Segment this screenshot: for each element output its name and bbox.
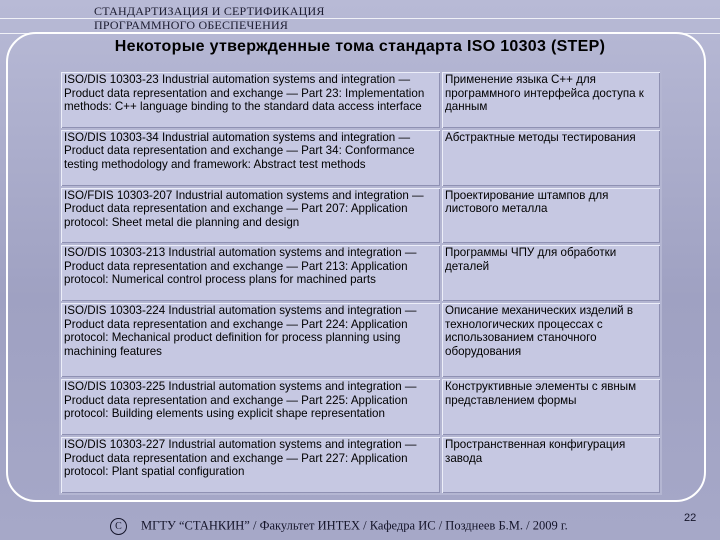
table-row <box>61 437 660 493</box>
table-row <box>61 245 660 301</box>
page-number: 22 <box>684 512 697 524</box>
description-cell: Конструктивные элементы с явным представлением формы <box>442 379 660 435</box>
standard-cell: ISO/DIS 10303-225 Industrial automation systems and integration — Product data representation and exchange — Part 225: Application protocol: Building elements using explicit shape representation <box>61 379 440 435</box>
description-cell: Абстрактные методы тестирования <box>442 130 660 186</box>
standards-table <box>59 70 662 495</box>
table-row <box>61 379 660 435</box>
description-cell: Описание механических изделий в технологических процессах с использованием станочного оборудования <box>442 303 660 377</box>
slide-header <box>94 4 374 34</box>
description-cell: Программы ЧПУ для обработки деталей <box>442 245 660 301</box>
standard-cell: ISO/DIS 10303-224 Industrial automation systems and integration — Product data representation and exchange — Part 224: Application protocol: Mechanical product definition for process planning using machining features <box>61 303 440 377</box>
slide-footer <box>110 518 630 535</box>
description-cell: Проектирование штампов для листового металла <box>442 188 660 244</box>
standard-cell: ISO/DIS 10303-23 Industrial automation systems and integration — Product data representation and exchange — Part 23: Implementation methods: C++ language binding to the standard data access interface <box>61 72 440 128</box>
standard-cell: ISO/DIS 10303-213 Industrial automation systems and integration — Product data representation and exchange — Part 213: Application protocol: Numerical control process plans for machined parts <box>61 245 440 301</box>
copyright-icon: С <box>110 518 127 535</box>
standard-cell: ISO/DIS 10303-227 Industrial automation systems and integration — Product data representation and exchange — Part 227: Application protocol: Plant spatial configuration <box>61 437 440 493</box>
standard-cell: ISO/DIS 10303-34 Industrial automation systems and integration — Product data representation and exchange — Part 34: Conformance testing methodology and framework: Abstract test methods <box>61 130 440 186</box>
table-row <box>61 130 660 186</box>
standard-cell: ISO/FDIS 10303-207 Industrial automation systems and integration — Product data representation and exchange — Part 207: Application protocol: Sheet metal die planning and design <box>61 188 440 244</box>
table-row <box>61 303 660 377</box>
header-line-2: ПРОГРАММНОГО ОБЕСПЕЧЕНИЯ <box>94 18 289 32</box>
description-cell: Пространственная конфигурация завода <box>442 437 660 493</box>
description-cell: Применение языка С++ для программного интерфейса доступа к данным <box>442 72 660 128</box>
header-line-1: СТАНДАРТИЗАЦИЯ И СЕРТИФИКАЦИЯ <box>94 4 325 18</box>
table-row <box>61 72 660 128</box>
slide-title: Некоторые утвержденные тома стандарта ISO 10303 (STEP) <box>114 38 606 55</box>
table-row <box>61 188 660 244</box>
footer-text: МГТУ “СТАНКИН” / Факультет ИНТЕХ / Кафедра ИС / Позднеев Б.М. / 2009 г. <box>141 518 568 533</box>
